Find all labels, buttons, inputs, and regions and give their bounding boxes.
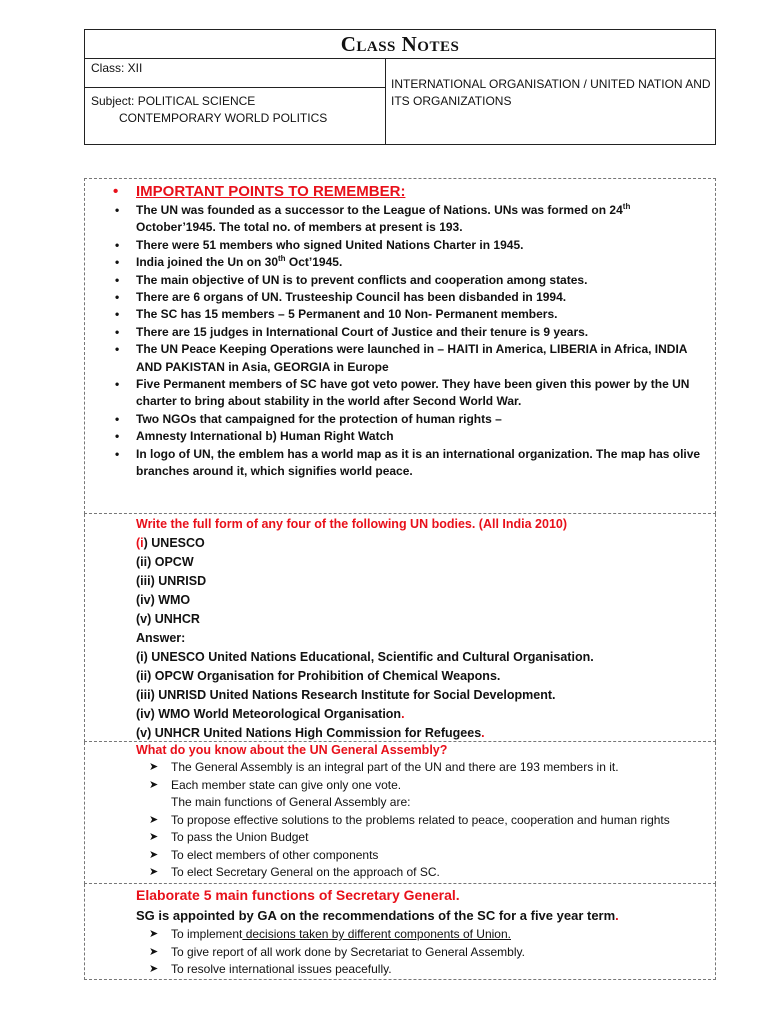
bodies-item: (iii) UNRISD xyxy=(136,574,207,588)
list-item: ➤ To propose effective solutions to the problems related to peace, cooperation and human rights xyxy=(85,812,715,830)
header-table xyxy=(84,29,716,145)
answer-item: (iv) WMO World Meteorological Organisation. xyxy=(136,707,405,721)
list-item: • There are 15 judges in International Court of Justice and their tenure is 9 years. xyxy=(85,324,715,341)
full-form-box xyxy=(84,514,716,742)
arrow-icon: ➤ xyxy=(149,831,159,843)
important-points-box xyxy=(84,178,716,514)
list-item: • The main objective of UN is to prevent conflicts and cooperation among states. xyxy=(85,272,715,289)
arrow-icon: ➤ xyxy=(149,848,159,861)
page-title: Class Notes xyxy=(85,30,715,59)
subject-line1: Subject: POLITICAL SCIENCE xyxy=(91,94,256,108)
arrow-icon: ➤ xyxy=(149,813,159,826)
section4-question: Elaborate 5 main functions of Secretary General. xyxy=(136,887,460,903)
list-item: ➤ The General Assembly is an integral part of the UN and there are 193 members in it. xyxy=(85,759,715,777)
subject-line2: CONTEMPORARY WORLD POLITICS xyxy=(119,111,328,125)
answer-item: (iii) UNRISD United Nations Research Institute for Social Development. xyxy=(136,688,556,702)
arrow-icon: ➤ xyxy=(149,778,159,791)
section2-question: Write the full form of any four of the following UN bodies. (All India 2010) xyxy=(136,517,568,531)
list-item: • In logo of UN, the emblem has a world map as it is an international organization. The map has olive branches around it, which signifies world peace. xyxy=(85,446,715,481)
heading-bullet-icon: • xyxy=(113,183,119,200)
list-item: • There are 6 organs of UN. Trusteeship Council has been disbanded in 1994. xyxy=(85,289,715,306)
arrow-icon: ➤ xyxy=(149,928,159,940)
list-item: • There were 51 members who signed United Nations Charter in 1945. xyxy=(85,237,715,254)
list-item: ➤ To resolve international issues peacefully. xyxy=(85,961,715,979)
arrow-icon: ➤ xyxy=(149,761,159,773)
list-item: ➤ To elect Secretary General on the approach of SC. xyxy=(85,864,715,882)
answer-item: (v) UNHCR United Nations High Commission for Refugees. xyxy=(136,726,485,740)
section3-question: What do you know about the UN General Assembly? xyxy=(136,743,448,757)
answers-list xyxy=(85,648,715,743)
ga-functions-list xyxy=(85,812,715,882)
ga-points-list xyxy=(85,759,715,794)
list-item: ➤ Each member state can give only one vote. xyxy=(85,777,715,795)
list-item: • Five Permanent members of SC have got veto power. They have been given this power by the UN charter to bring about stability in the world after Second World War. xyxy=(85,376,715,411)
section1-heading: • IMPORTANT POINTS TO REMEMBER: xyxy=(113,183,406,200)
bodies-item: (ii) OPCW xyxy=(136,555,194,569)
list-item: • Two NGOs that campaigned for the protection of human rights – xyxy=(85,411,715,428)
arrow-icon: ➤ xyxy=(149,866,159,878)
list-item: ➤ To implement decisions taken by different components of Union. xyxy=(85,926,715,944)
list-item: • The SC has 15 members – 5 Permanent and 10 Non- Permanent members. xyxy=(85,306,715,323)
sg-functions-list-rest xyxy=(85,944,715,979)
bodies-item: (i) UNESCO xyxy=(136,536,205,550)
list-item: ➤ To give report of all work done by Secretariat to General Assembly. xyxy=(85,944,715,962)
class-label: Class: XII xyxy=(85,58,385,88)
header-left-cell xyxy=(85,58,386,144)
general-assembly-box xyxy=(84,742,716,884)
list-item: ➤ To pass the Union Budget xyxy=(85,829,715,847)
arrow-icon: ➤ xyxy=(149,963,159,975)
topic-label: INTERNATIONAL ORGANISATION / UNITED NATION AND ITS ORGANIZATIONS xyxy=(391,77,711,108)
important-points-list xyxy=(85,202,715,481)
ga-subheading: The main functions of General Assembly are: xyxy=(171,795,411,809)
list-item: • Amnesty International b) Human Right Watch xyxy=(85,428,715,445)
answer-label: Answer: xyxy=(136,631,186,645)
list-item: • India joined the Un on 30th Oct’1945. xyxy=(85,254,715,271)
arrow-icon: ➤ xyxy=(149,945,159,958)
sg-functions-list xyxy=(85,926,715,944)
list-item: • The UN Peace Keeping Operations were launched in – HAITI in America, LIBERIA in Africa, INDIA AND PAKISTAN in Asia, GEORGIA in Europe xyxy=(85,341,715,376)
subject-label xyxy=(85,88,385,127)
list-item: ➤ To elect members of other components xyxy=(85,847,715,865)
secretary-general-box xyxy=(84,884,716,980)
bodies-list xyxy=(85,553,715,629)
answer-item: (i) UNESCO United Nations Educational, Scientific and Cultural Organisation. xyxy=(136,650,594,664)
section4-intro: SG is appointed by GA on the recommendations of the SC for a five year term. xyxy=(136,908,619,923)
answer-item: (ii) OPCW Organisation for Prohibition of Chemical Weapons. xyxy=(136,669,501,683)
list-item: • The UN was founded as a successor to the League of Nations. UNs was formed on 24th October’1945. The total no. of members at present is 193. xyxy=(85,202,715,237)
bodies-item: (v) UNHCR xyxy=(136,612,200,626)
bodies-item: (iv) WMO xyxy=(136,593,191,607)
